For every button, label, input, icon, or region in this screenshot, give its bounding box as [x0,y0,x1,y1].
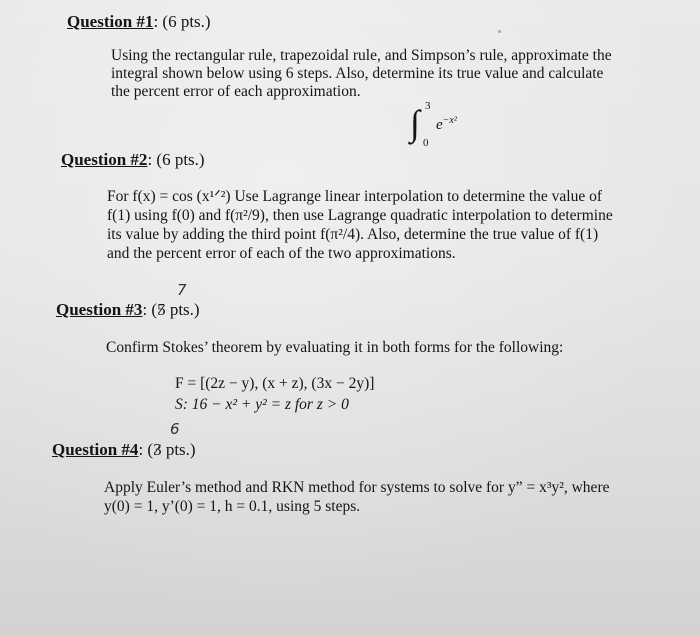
question-1-text [111,47,612,101]
question-4-title: Question #4 [52,440,139,459]
question-4-struck-points: 3 [153,440,162,459]
question-3-intro: Confirm Stokes’ theorem by evaluating it in both forms for the following: [106,339,564,356]
question-2-line: f(1) using f(0) and f(π²/9), then use Lagrange quadratic interpolation to determine [107,207,613,224]
question-3-struck-points: 5 [157,300,166,319]
question-2-points: : (6 pts.) [147,150,205,169]
handwritten-points-q3: 7 [177,281,187,299]
question-3-points-prefix: : ( [142,300,158,319]
paper-speck [498,30,501,33]
question-2-header [61,150,205,170]
question-1-line: Using the rectangular rule, trapezoidal rule, and Simpson’s rule, approximate the [111,47,612,64]
question-2-title: Question #2 [61,150,148,169]
handwritten-points-q4: 6 [170,420,180,438]
question-3-surface: S: 16 − x² + y² = z for z > 0 [175,396,349,413]
question-3-header [56,300,200,320]
question-2-line: For f(x) = cos (x¹ᐟ²) Use Lagrange linear interpolation to determine the value of [107,188,603,205]
integral-expression [410,100,480,155]
question-1-line: the percent error of each approximation. [111,83,361,100]
integral-upper-limit: 3 [425,100,431,112]
question-4-text [104,478,609,516]
question-2-text [107,187,613,263]
question-1-points: : (6 pts.) [153,12,211,31]
question-2-line: its value by adding the third point f(π²/4). Also, determine the true value of f(1) [107,226,599,243]
integral-sign: ∫ [410,103,420,143]
integrand [436,115,457,134]
question-1-line: integral shown below using 6 steps. Also, determine its true value and calculate [111,65,604,82]
integrand-exponent: −x² [442,115,457,126]
question-4-line: Apply Euler’s method and RKN method for systems to solve for y” = x³y², where [104,479,610,496]
question-1-header [67,12,211,32]
question-3-points-suffix: pts.) [165,300,200,319]
question-4-header [52,440,196,460]
question-1-title: Question #1 [67,12,154,31]
question-4-points-suffix: pts.) [161,440,196,459]
question-2-line: and the percent error of each of the two approximations. [107,245,456,262]
question-3-title: Question #3 [56,300,143,319]
question-4-line: y(0) = 1, y’(0) = 1, h = 0.1, using 5 steps. [104,498,361,515]
question-3-field: F = [(2z − y), (x + z), (3x − 2y)] [175,375,375,392]
question-4-points-prefix: : ( [138,440,154,459]
integrand-base: e [436,117,443,133]
integral-lower-limit: 0 [423,137,429,149]
